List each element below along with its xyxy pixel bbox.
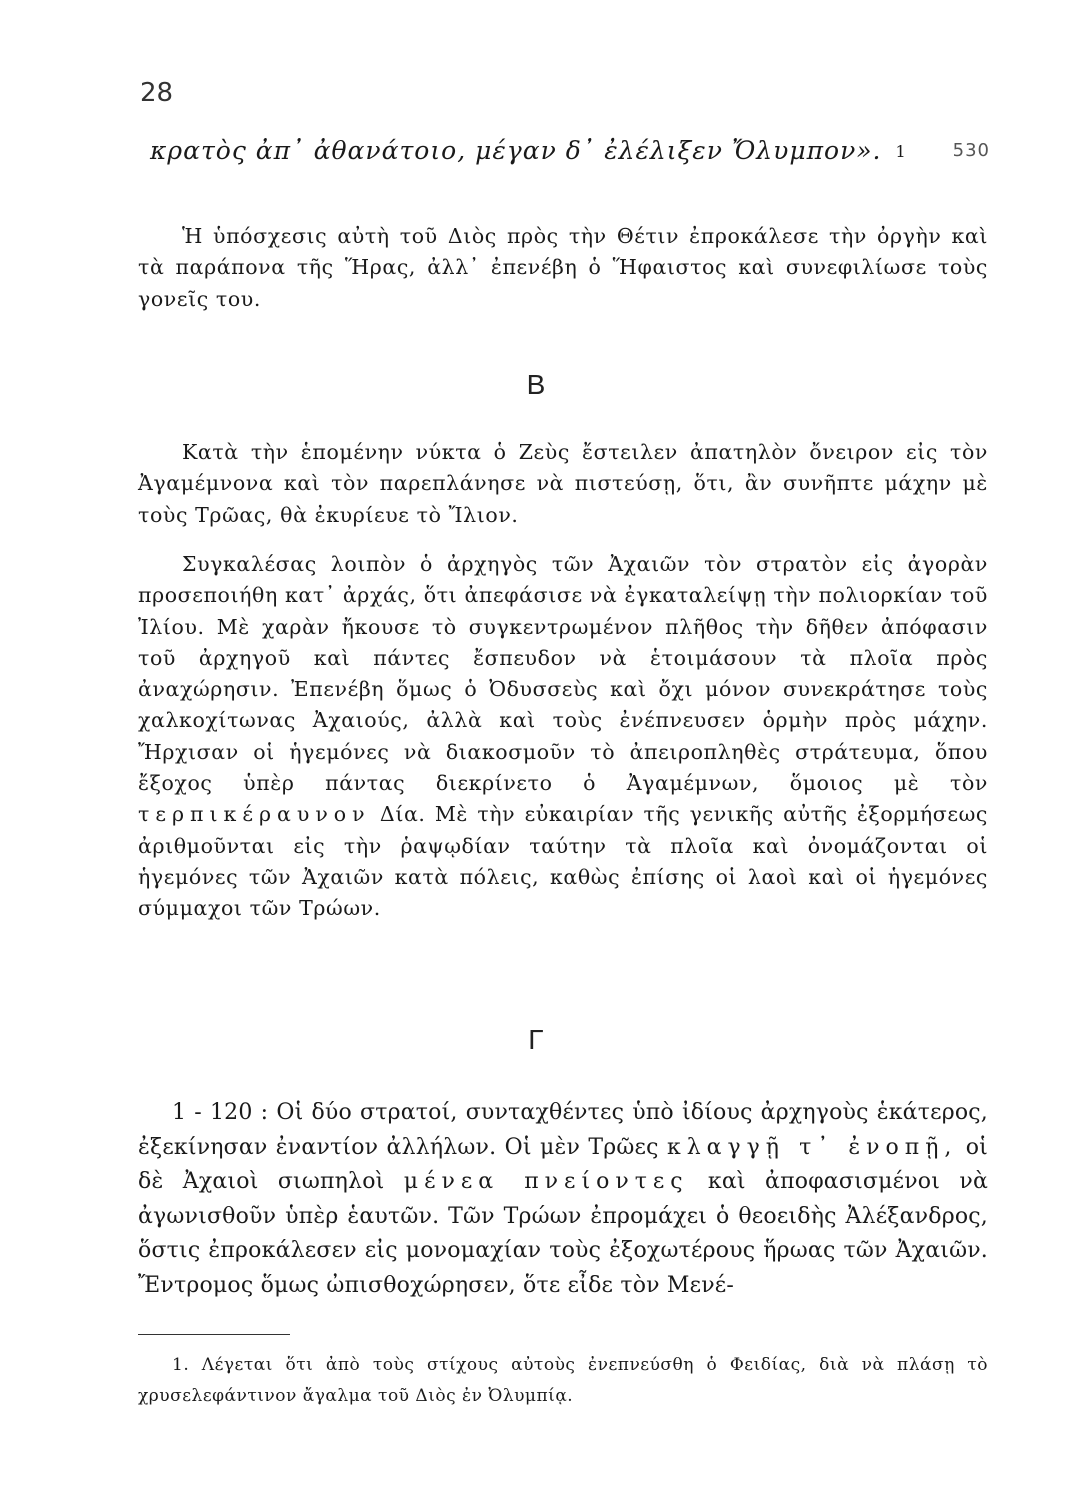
section-c-paragraph [138,1096,988,1304]
intro-paragraph: Ἡ ὑπόσχεσις αὐτὴ τοῦ Διὸς πρὸς τὴν Θέτιν ἐπροκάλεσε τὴν ὀργὴν καὶ τὰ παράπονα τῆς Ἥρας, ἀλλ᾽ ἐπενέβη ὁ Ἥφαιστος καὶ συνεφιλίωσε τοὺς γονεῖς του. [138,224,988,311]
spaced-phrase-1: κλαγγῇ τ᾽ ἐνοπῇ, [666,1134,958,1160]
section-b-paragraph-1: Κατὰ τὴν ἑπομένην νύκτα ὁ Ζεὺς ἔστειλεν ἀπατηλὸν ὄνειρον εἰς τὸν Ἀγαμέμνονα καὶ τὸν παρεπλάνησε νὰ πιστεύσῃ, ὅτι, ἂν συνῆπτε μάχην μὲ τοὺς Τρῶας, θὰ ἐκυρίευε τὸ Ἴλιον. [138,440,988,527]
section-heading-b: Β [526,369,546,400]
section-b-paragraph-2-text-a: Συγκαλέσας λοιπὸν ὁ ἀρχηγὸς τῶν Ἀχαιῶν τὸν στρατὸν εἰς ἀγορὰν προσεποιήθη κατ᾽ ἀρχάς, ὅτι ἀπεφάσισε νὰ ἐγκαταλείψῃ τὴν πολιορκίαν τοῦ Ἰλίου. Μὲ χαρὰν ἤκουσε τὸ συγκεντρωμένον πλῆθος τὴν δῆθεν ἀπόφασιν τοῦ ἀρχηγοῦ καὶ πάντες ἔσπευδον νὰ ἑτοιμάσουν τὰ πλοῖα πρὸς ἀναχώρησιν. Ἐπενέβη ὅμως ὁ Ὀδυσσεὺς καὶ ὄχι μόνον συνεκράτησε τοὺς χαλκοχίτωνας Ἀχαιούς, ἀλλὰ καὶ τοὺς ἐνέπνευσεν ὁρμὴν πρὸς μάχην. Ἤρχισαν οἱ ἡγεμόνες νὰ διακοσμοῦν τὸ ἀπειροπληθὲς στράτευμα, ὅπου ἔξοχος ὑπὲρ πάντας διεκρίνετο ὁ Ἀγαμέμνων, ὅμοιος μὲ τὸν [138,552,988,796]
section-c-text-b: οἱ δὲ Ἀχαιοὶ σιωπηλοὶ [138,1134,988,1195]
section-c-text-c: καὶ ἀποφασισμένοι νὰ ἀγωνισθοῦν ὑπὲρ ἑαυτῶν. Τῶν Τρώων ἐπρομάχει ὁ θεοειδὴς Ἀλέξανδρος, ὅστις ἐπροκάλεσεν εἰς μονομαχίαν τοὺς ἐξοχωτέρους ἥρωας τῶν Ἀχαιῶν. Ἔντρομος ὅμως ὠπισθοχώρησεν, ὅτε εἶδε τὸν Μενέ- [138,1169,989,1298]
footnote-divider [138,1334,290,1335]
verse-line-number: 530 [952,140,990,161]
verse-line [150,136,990,165]
section-b-paragraph-2 [138,549,988,925]
verse-text: κρατὸς ἀπ᾽ ἀθανάτοιο, μέγαν δ᾽ ἐλέλιξεν Ὄλυμπον». [150,136,882,165]
section-c-text-a: 1 - 120 : Οἱ δύο στρατοί, συνταχθέντες ὑπὸ ἰδίους ἀρχηγοὺς ἑκάτερος, ἐξεκίνησαν ἐναντίον ἀλλήλων. Οἱ μὲν Τρῶες [138,1100,988,1160]
section-heading-c: Γ [528,1024,544,1055]
section-b-paragraph-2-text-b: Δία. Μὲ τὴν εὐκαιρίαν τῆς γενικῆς αὐτῆς ἐξορμήσεως ἀριθμοῦνται εἰς τὴν ῥαψῳδίαν ταύτην τὰ πλοῖα καὶ ὀνομάζονται οἱ ἡγεμόνες τῶν Ἀχαιῶν κατὰ πόλεις, καθὼς ἐπίσης οἱ λαοὶ καὶ οἱ ἡγεμόνες σύμμαχοι τῶν Τρώων. [138,802,988,921]
page-number: 28 [140,78,174,108]
footnote: 1. Λέγεται ὅτι ἀπὸ τοὺς στίχους αὐτοὺς ἐνεπνεύσθη ὁ Φειδίας, διὰ νὰ πλάσῃ τὸ χρυσελεφάντινον ἄγαλμα τοῦ Διὸς ἐν Ὀλυμπίᾳ. [138,1355,988,1406]
spaced-phrase-2: μένεα πνείοντες [403,1169,689,1195]
epithet-spaced: τερπικέραυνον [138,802,371,827]
footnote-marker: 1 [895,142,907,161]
